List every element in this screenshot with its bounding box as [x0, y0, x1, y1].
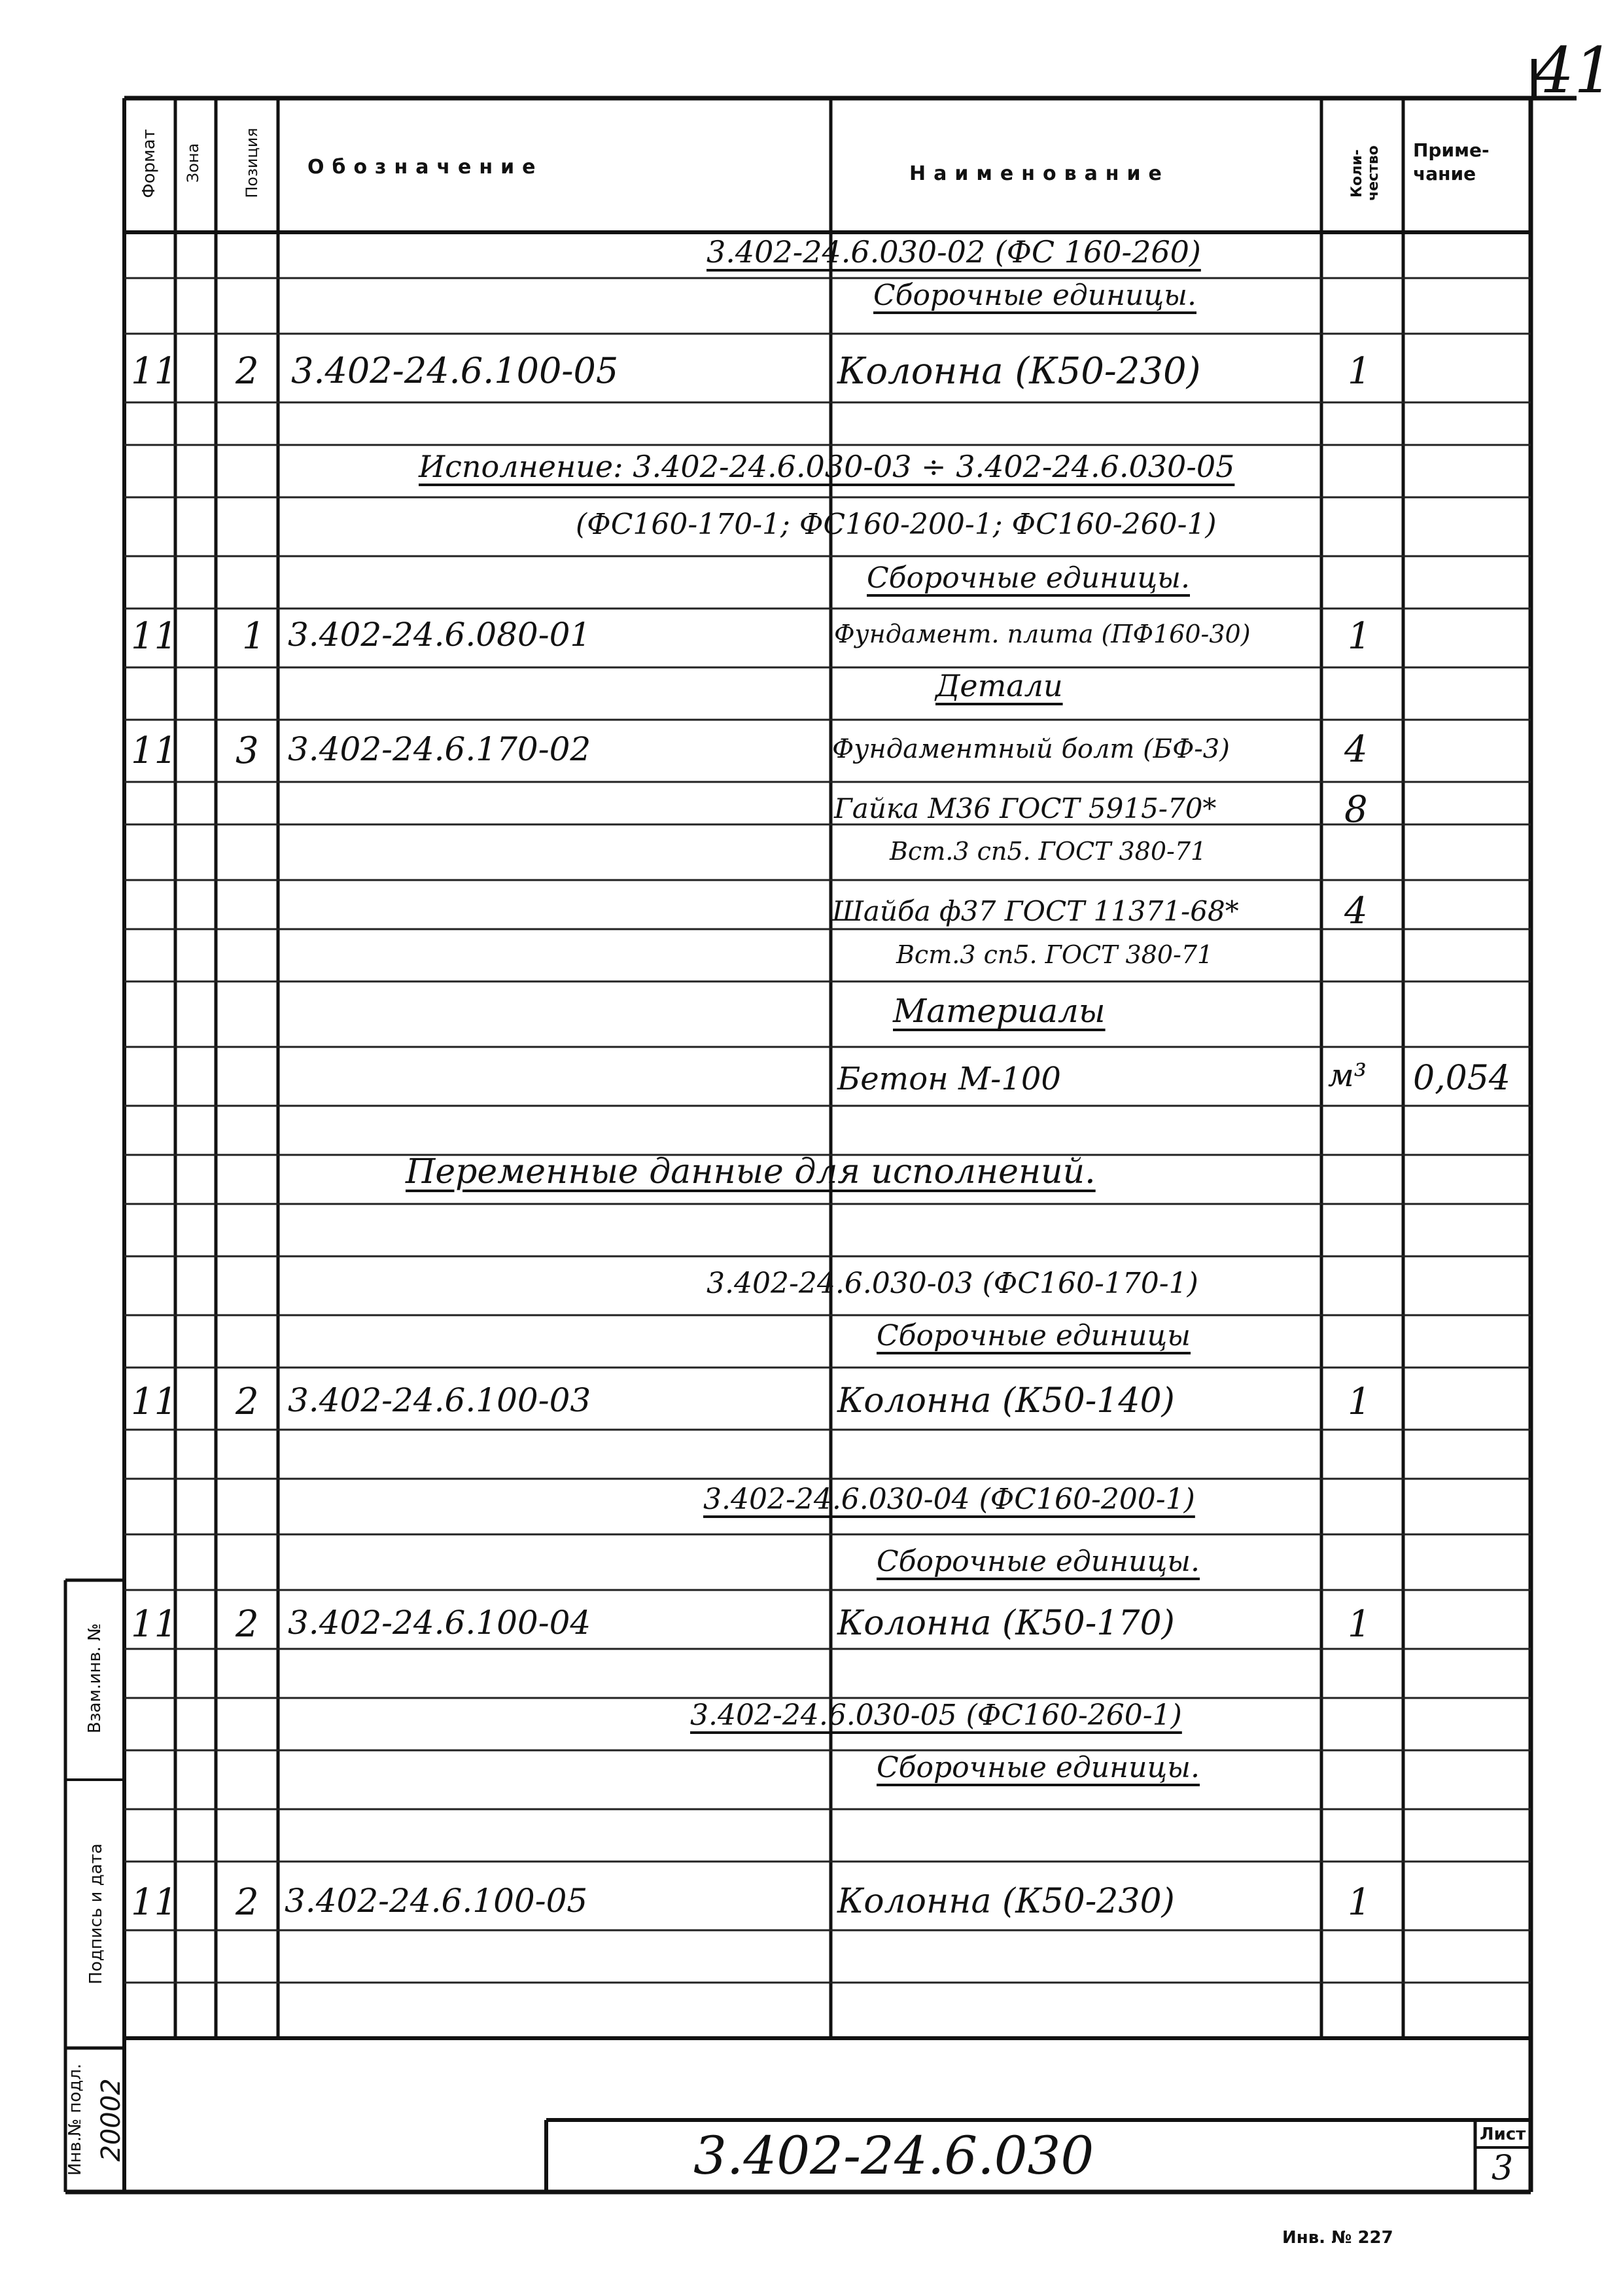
row-name: Колонна (К50-230)	[837, 1882, 1175, 1921]
stamp-inv-no-value: 20002	[96, 2078, 126, 2162]
row-position: 2	[236, 350, 259, 393]
header-designation: Обозначение	[307, 156, 544, 179]
page-number: 41	[1534, 34, 1614, 107]
row-position: 1	[242, 615, 266, 658]
row-format: 11	[131, 730, 178, 772]
row-qty: 1	[1348, 1881, 1371, 1924]
row-qty: 1	[1348, 615, 1371, 658]
row-name: Фундаментный болт (БФ-3)	[832, 734, 1230, 764]
row-designation: 3.402-24.6.100-04	[288, 1604, 591, 1642]
variant-heading: 3.402-24.6.030-05 (ФС160-260-1)	[690, 1699, 1182, 1732]
row-format: 11	[131, 1603, 178, 1646]
row-format: 11	[131, 1381, 178, 1423]
row-note: 0,054	[1413, 1059, 1510, 1098]
section-heading: Сборочные единицы.	[877, 1751, 1200, 1784]
row-qty: 1	[1348, 350, 1371, 393]
variant-heading: 3.402-24.6.030-03 (ФС160-170-1)	[707, 1267, 1198, 1300]
row-material: Вст.3 сп5. ГОСТ 380-71	[890, 837, 1207, 866]
row-name: Колонна (К50-170)	[837, 1604, 1175, 1643]
row-material: Вст.3 сп5. ГОСТ 380-71	[896, 940, 1213, 969]
row-name: Колонна (К50-140)	[837, 1381, 1175, 1421]
row-qty: 4	[1344, 728, 1368, 771]
row-format: 11	[131, 615, 178, 658]
header-note: Приме-чание	[1413, 139, 1490, 185]
row-name: Колонна (К50-230)	[837, 350, 1201, 393]
execution-variants: (ФС160-170-1; ФС160-200-1; ФС160-260-1)	[576, 508, 1217, 541]
row-position: 2	[236, 1881, 259, 1924]
row-designation: 3.402-24.6.100-05	[285, 1882, 588, 1920]
row-designation: 3.402-24.6.170-02	[288, 730, 591, 768]
row-designation: 3.402-24.6.100-05	[291, 350, 619, 391]
section-heading: Сборочные единицы.	[867, 561, 1190, 595]
section-heading: Сборочные единицы.	[877, 1545, 1200, 1578]
row-format: 11	[131, 350, 178, 393]
row-qty: 1	[1348, 1603, 1371, 1646]
header-quantity: Коли-чество	[1349, 145, 1382, 202]
row-qty: м³	[1328, 1057, 1367, 1094]
section-heading: Материалы	[893, 992, 1106, 1030]
row-name: Бетон М-100	[837, 1061, 1061, 1097]
row-position: 2	[236, 1381, 259, 1423]
row-designation: 3.402-24.6.100-03	[288, 1381, 591, 1419]
row-name: Шайба ф37 ГОСТ 11371-68*	[832, 895, 1239, 927]
header-name: Наименование	[909, 162, 1170, 185]
row-qty: 1	[1348, 1381, 1371, 1423]
row-position: 2	[236, 1603, 259, 1646]
sheet-number: 3	[1492, 2149, 1514, 2188]
row-qty: 4	[1344, 890, 1368, 932]
section-heading: Сборочные единицы.	[873, 279, 1196, 312]
header-position: Позиция	[243, 128, 261, 198]
row-designation: 3.402-24.6.080-01	[288, 616, 591, 654]
footer-inventory-number: Инв. № 227	[1282, 2228, 1393, 2248]
row-qty: 8	[1344, 788, 1368, 831]
document-code: 3.402-24.6.030	[693, 2125, 1094, 2186]
stamp-inv-no-label: Инв.№ подл.	[65, 2063, 85, 2176]
header-format: Формат	[139, 129, 159, 198]
stamp-replace-inv-label: Взам.инв. №	[85, 1623, 105, 1734]
row-format: 11	[131, 1881, 178, 1924]
variant-heading: 3.402-24.6.030-02 (ФС 160-260)	[707, 234, 1201, 270]
section-heading: Сборочные единицы	[877, 1319, 1191, 1352]
sheet-label: Лист	[1480, 2125, 1526, 2144]
variant-heading: 3.402-24.6.030-04 (ФС160-200-1)	[703, 1483, 1195, 1516]
variable-data-heading: Переменные данные для исполнений.	[406, 1152, 1096, 1192]
row-name: Гайка М36 ГОСТ 5915-70*	[834, 792, 1217, 824]
row-name: Фундамент. плита (ПФ160-30)	[834, 620, 1251, 648]
execution-heading: Исполнение: 3.402-24.6.030-03 ÷ 3.402-24.6.030-05	[419, 449, 1235, 484]
stamp-sign-date-label: Подпись и дата	[86, 1843, 106, 1985]
header-zone: Зона	[184, 143, 202, 183]
row-position: 3	[236, 730, 259, 772]
section-heading: Детали	[935, 668, 1063, 703]
